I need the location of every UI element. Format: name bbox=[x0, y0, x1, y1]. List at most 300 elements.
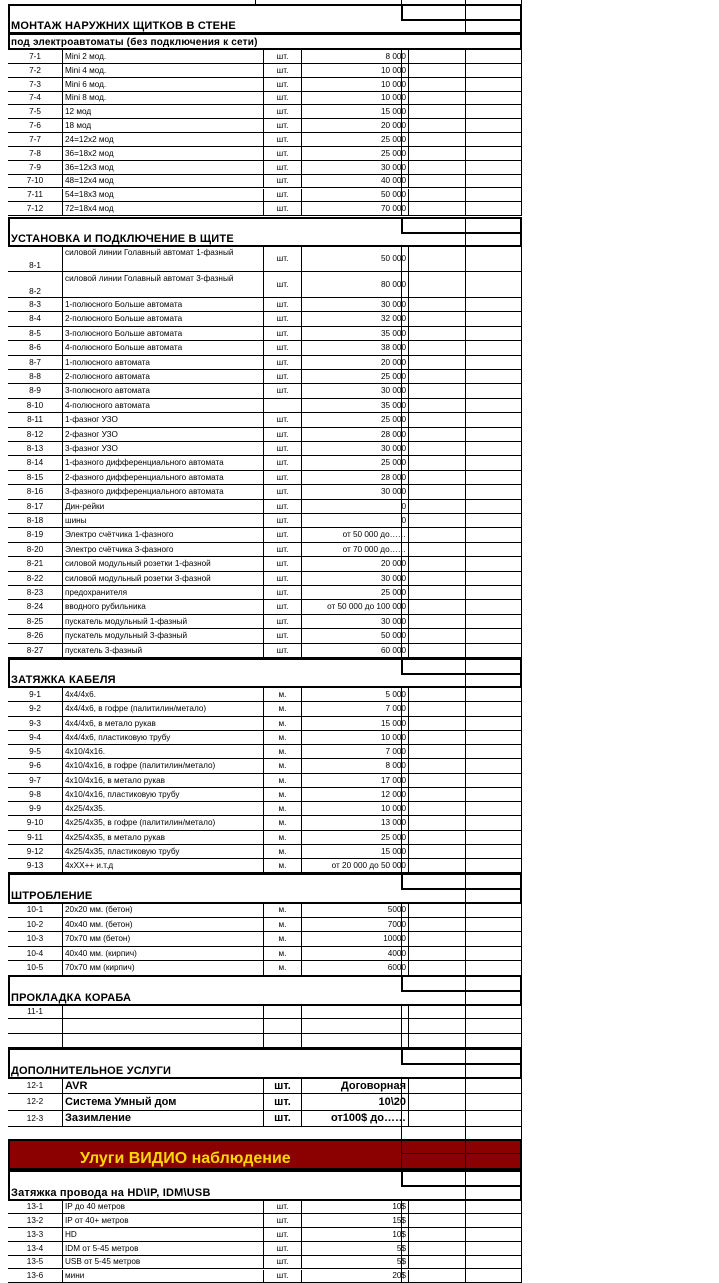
price: 13 000 bbox=[301, 816, 409, 830]
table-row bbox=[8, 688, 522, 702]
price: 8 000 bbox=[301, 50, 409, 64]
unit: м. bbox=[263, 961, 301, 976]
table-row bbox=[8, 528, 522, 542]
unit: м. bbox=[263, 831, 301, 845]
table-row bbox=[8, 327, 522, 341]
row-number: 9-4 bbox=[8, 731, 62, 745]
item-name: 70x70 мм (кирпич) bbox=[62, 961, 263, 976]
grid-column-line bbox=[521, 688, 522, 873]
row-number: 7-5 bbox=[8, 105, 62, 119]
item-name: Зазимление bbox=[62, 1111, 263, 1127]
grid-column-line bbox=[465, 873, 466, 903]
table-row bbox=[8, 774, 522, 788]
grid-column-line bbox=[401, 688, 402, 873]
price: 10$ bbox=[301, 1200, 409, 1214]
unit: шт. bbox=[263, 384, 301, 398]
row-number: 9-8 bbox=[8, 788, 62, 802]
unit: м. bbox=[263, 688, 301, 702]
price: 80 000 bbox=[301, 272, 409, 298]
item-name: 2-полюсного Больше автомата bbox=[62, 312, 263, 326]
grid-column-line bbox=[401, 1127, 402, 1139]
unit: шт. bbox=[263, 1270, 301, 1283]
row-number: 7-12 bbox=[8, 202, 62, 216]
table-row bbox=[8, 50, 522, 64]
unit: шт. bbox=[263, 92, 301, 106]
item-name: 4x4/4x6. bbox=[62, 688, 263, 702]
table-row bbox=[8, 802, 522, 816]
table-row bbox=[8, 370, 522, 384]
item-name: Mini 4 мод. bbox=[62, 64, 263, 78]
row-number: 7-8 bbox=[8, 147, 62, 161]
section-8-header-side-box bbox=[401, 217, 522, 234]
unit: шт. bbox=[263, 64, 301, 78]
grid-column-line bbox=[401, 50, 402, 216]
row-number: 13-3 bbox=[8, 1228, 62, 1242]
unit: шт. bbox=[263, 644, 301, 658]
unit: м. bbox=[263, 702, 301, 716]
price: 30 000 bbox=[301, 572, 409, 586]
grid-column-line bbox=[521, 903, 522, 976]
table-row bbox=[8, 456, 522, 470]
item-name: силовой модульный розетки 1-фазной bbox=[62, 557, 263, 571]
item-name: пускатель 3-фазный bbox=[62, 644, 263, 658]
item-name: 4-полюсного Больше автомата bbox=[62, 341, 263, 355]
price: от 50 000 до…… bbox=[301, 528, 409, 542]
section-9-header-side-box bbox=[401, 658, 522, 675]
row-number: 9-10 bbox=[8, 816, 62, 830]
price: 40 000 bbox=[301, 175, 409, 189]
row-number: 7-11 bbox=[8, 189, 62, 203]
table-row bbox=[8, 1214, 522, 1228]
table-row bbox=[8, 78, 522, 92]
unit: шт. bbox=[263, 442, 301, 456]
price: 35 000 bbox=[301, 327, 409, 341]
unit: шт. bbox=[263, 133, 301, 147]
price bbox=[301, 1005, 409, 1019]
item-name: Mini 2 мод. bbox=[62, 50, 263, 64]
unit: шт. bbox=[263, 500, 301, 514]
row-number: 7-4 bbox=[8, 92, 62, 106]
item-name: Mini 8 мод. bbox=[62, 92, 263, 106]
row-number: 13-6 bbox=[8, 1270, 62, 1283]
section-7-header-side-box bbox=[401, 4, 522, 21]
unit: шт. bbox=[263, 1078, 301, 1094]
grid-column-line bbox=[401, 246, 402, 658]
row-number: 9-6 bbox=[8, 759, 62, 773]
table-row bbox=[8, 859, 522, 873]
table-row bbox=[8, 147, 522, 161]
grid-column-line bbox=[465, 217, 466, 246]
row-number: 8-17 bbox=[8, 500, 62, 514]
item-name: 2-фазног УЗО bbox=[62, 428, 263, 442]
section-12-header-side-box bbox=[401, 1048, 522, 1065]
table-row bbox=[8, 947, 522, 962]
table-row bbox=[8, 133, 522, 147]
unit: м. bbox=[263, 745, 301, 759]
grid-column-line bbox=[521, 50, 522, 216]
price: 20 000 bbox=[301, 356, 409, 370]
video-subtitle-header-title: Затяжка провода на HD\IP, IDM\USB bbox=[11, 1187, 211, 1199]
row-number: 8-14 bbox=[8, 456, 62, 470]
row-number: 8-3 bbox=[8, 298, 62, 312]
price: 25 000 bbox=[301, 831, 409, 845]
table-row bbox=[8, 600, 522, 614]
price: 17 000 bbox=[301, 774, 409, 788]
item-name: HD bbox=[62, 1228, 263, 1242]
grid-column-line bbox=[465, 50, 466, 216]
row-number: 11-1 bbox=[8, 1005, 62, 1019]
price: 20$ bbox=[301, 1270, 409, 1283]
table-row bbox=[8, 1019, 522, 1033]
price: 25 000 bbox=[301, 147, 409, 161]
table-row bbox=[8, 903, 522, 918]
row-number: 10-2 bbox=[8, 918, 62, 933]
table-row bbox=[8, 428, 522, 442]
table-row bbox=[8, 356, 522, 370]
table-row bbox=[8, 413, 522, 427]
item-name: 40x40 мм. (бетон) bbox=[62, 918, 263, 933]
price: 10 000 bbox=[301, 64, 409, 78]
item-name: 1-фазног УЗО bbox=[62, 413, 263, 427]
grid-column-line bbox=[465, 975, 466, 1005]
price: от 20 000 до 50 000 bbox=[301, 859, 409, 873]
unit: шт. bbox=[263, 1094, 301, 1110]
grid-column-line bbox=[401, 903, 402, 976]
unit bbox=[263, 1034, 301, 1048]
grid-column-line bbox=[465, 658, 466, 687]
price: 5$ bbox=[301, 1242, 409, 1256]
row-number: 12-1 bbox=[8, 1078, 62, 1094]
grid-column-line bbox=[465, 246, 466, 658]
price: 10\20 bbox=[301, 1094, 409, 1110]
table-row bbox=[8, 1005, 522, 1019]
price: 6000 bbox=[301, 961, 409, 976]
row-number: 13-4 bbox=[8, 1242, 62, 1256]
table-row bbox=[8, 717, 522, 731]
table-row bbox=[8, 932, 522, 947]
row-number: 8-27 bbox=[8, 644, 62, 658]
item-name: 20x20 мм. (бетон) bbox=[62, 903, 263, 918]
item-name: IP от 40+ метров bbox=[62, 1214, 263, 1228]
price: 28 000 bbox=[301, 428, 409, 442]
row-number: 9-5 bbox=[8, 745, 62, 759]
item-name: AVR bbox=[62, 1078, 263, 1094]
unit: шт. bbox=[263, 175, 301, 189]
row-number: 10-4 bbox=[8, 947, 62, 962]
item-name: Дин-рейки bbox=[62, 500, 263, 514]
price: 30 000 bbox=[301, 615, 409, 629]
item-name: 4x25/4x35, пластиковую трубу bbox=[62, 845, 263, 859]
unit: шт. bbox=[263, 78, 301, 92]
item-name: 36=12x3 мод bbox=[62, 161, 263, 175]
table-row bbox=[8, 572, 522, 586]
price bbox=[301, 1034, 409, 1048]
table-row bbox=[8, 119, 522, 133]
table-row bbox=[8, 1111, 522, 1127]
item-name: 1-полюсного автомата bbox=[62, 356, 263, 370]
grid-column-line bbox=[521, 246, 522, 658]
unit: шт. bbox=[263, 485, 301, 499]
row-number: 13-1 bbox=[8, 1200, 62, 1214]
table-row bbox=[8, 586, 522, 600]
item-name: 40x40 мм. (кирпич) bbox=[62, 947, 263, 962]
grid-column-line bbox=[401, 1005, 402, 1048]
table-row bbox=[8, 246, 522, 272]
unit: шт. bbox=[263, 327, 301, 341]
unit: шт. bbox=[263, 528, 301, 542]
unit: шт. bbox=[263, 272, 301, 298]
section-7-subtitle-text: под электроавтоматы (без подключения к сети) bbox=[11, 37, 258, 48]
row-border bbox=[8, 1126, 522, 1127]
row-number: 7-7 bbox=[8, 133, 62, 147]
unit: шт. bbox=[263, 312, 301, 326]
unit: шт. bbox=[263, 1200, 301, 1214]
price: 25 000 bbox=[301, 133, 409, 147]
table-row bbox=[8, 543, 522, 557]
row-number: 9-3 bbox=[8, 717, 62, 731]
table-row bbox=[8, 92, 522, 106]
table-row bbox=[8, 745, 522, 759]
row-number: 9-12 bbox=[8, 845, 62, 859]
item-name: предохранителя bbox=[62, 586, 263, 600]
table-row bbox=[8, 161, 522, 175]
row-number: 8-15 bbox=[8, 471, 62, 485]
unit: шт. bbox=[263, 119, 301, 133]
item-name: шины bbox=[62, 514, 263, 528]
item-name: 36=18x2 мод bbox=[62, 147, 263, 161]
item-name: вводного рубильника bbox=[62, 600, 263, 614]
table-row bbox=[8, 1200, 522, 1214]
price: 50 000 bbox=[301, 629, 409, 643]
unit: шт. bbox=[263, 147, 301, 161]
price: 15$ bbox=[301, 1214, 409, 1228]
table-row bbox=[8, 816, 522, 830]
price: 0 bbox=[301, 514, 409, 528]
table-row bbox=[8, 629, 522, 643]
unit: шт. bbox=[263, 600, 301, 614]
section-12-header-title: ДОПОЛНИТЕЛЬНОЕ УСЛУГИ bbox=[11, 1065, 171, 1077]
item-name: 4xXX++ и.т.д bbox=[62, 859, 263, 873]
table-row bbox=[8, 514, 522, 528]
item-name: 4x4/4x6, пластиковую трубу bbox=[62, 731, 263, 745]
unit bbox=[263, 399, 301, 413]
unit: шт. bbox=[263, 1242, 301, 1256]
price: 30 000 bbox=[301, 384, 409, 398]
price: 50 000 bbox=[301, 246, 409, 272]
price: 7 000 bbox=[301, 745, 409, 759]
grid-column-line bbox=[465, 903, 466, 976]
price: 35 000 bbox=[301, 399, 409, 413]
table-row bbox=[8, 615, 522, 629]
unit: шт. bbox=[263, 50, 301, 64]
item-name: 2-фазного дифференциального автомата bbox=[62, 471, 263, 485]
item-name: 24=12x2 мод bbox=[62, 133, 263, 147]
unit: шт. bbox=[263, 356, 301, 370]
price: 30 000 bbox=[301, 161, 409, 175]
table-row bbox=[8, 731, 522, 745]
table-row bbox=[8, 312, 522, 326]
item-name: пускатель модульный 1-фазный bbox=[62, 615, 263, 629]
price: 25 000 bbox=[301, 586, 409, 600]
row-number: 13-5 bbox=[8, 1256, 62, 1270]
unit: м. bbox=[263, 932, 301, 947]
grid-column-line bbox=[401, 1141, 402, 1168]
item-name: 3-полюсного автомата bbox=[62, 384, 263, 398]
price: 15 000 bbox=[301, 105, 409, 119]
price: 10 000 bbox=[301, 78, 409, 92]
section-9-header-title: ЗАТЯЖКА КАБЕЛЯ bbox=[11, 674, 116, 686]
price: 30 000 bbox=[301, 298, 409, 312]
row-number: 8-23 bbox=[8, 586, 62, 600]
unit: м. bbox=[263, 774, 301, 788]
item-name: 3-полюсного Больше автомата bbox=[62, 327, 263, 341]
grid-column-line bbox=[465, 1048, 466, 1078]
price: 12 000 bbox=[301, 788, 409, 802]
item-name: 4x10/4x16, в метало рукав bbox=[62, 774, 263, 788]
row-number: 8-2 bbox=[8, 272, 62, 298]
table-row bbox=[8, 845, 522, 859]
table-row bbox=[8, 384, 522, 398]
row-number: 10-1 bbox=[8, 903, 62, 918]
row-number: 8-19 bbox=[8, 528, 62, 542]
table-row bbox=[8, 918, 522, 933]
unit: шт. bbox=[263, 298, 301, 312]
unit: шт. bbox=[263, 189, 301, 203]
table-row bbox=[8, 341, 522, 355]
price: 7 000 bbox=[301, 702, 409, 716]
row-number: 10-3 bbox=[8, 932, 62, 947]
price: от100$ до…… bbox=[301, 1111, 409, 1127]
price: 10$ bbox=[301, 1228, 409, 1242]
grid-column-line bbox=[465, 688, 466, 873]
price: 25 000 bbox=[301, 456, 409, 470]
item-name: 4x25/4x35, в гофре (палитилин/метало) bbox=[62, 816, 263, 830]
price: 50 000 bbox=[301, 189, 409, 203]
table-row bbox=[8, 500, 522, 514]
price: 5000 bbox=[301, 903, 409, 918]
grid-column-line bbox=[465, 1127, 466, 1139]
section-7-header-title: МОНТАЖ НАРУЖНИХ ЩИТКОВ В СТЕНЕ bbox=[11, 20, 236, 32]
item-name: 4x10/4x16, пластиковую трубу bbox=[62, 788, 263, 802]
unit: шт. bbox=[263, 341, 301, 355]
grid-column-line bbox=[465, 1005, 466, 1048]
table-row bbox=[8, 442, 522, 456]
unit: шт. bbox=[263, 1111, 301, 1127]
row-number: 8-11 bbox=[8, 413, 62, 427]
grid-column-line bbox=[465, 1078, 466, 1127]
row-number: 8-26 bbox=[8, 629, 62, 643]
item-name: 54=18x3 мод bbox=[62, 189, 263, 203]
unit: шт. bbox=[263, 1228, 301, 1242]
video-subtitle-header-side-box bbox=[401, 1170, 522, 1187]
price: 10 000 bbox=[301, 731, 409, 745]
grid-column-line bbox=[521, 1005, 522, 1048]
table-row bbox=[8, 1034, 522, 1048]
table-row bbox=[8, 1078, 522, 1094]
item-name: 4x25/4x35, в метало рукав bbox=[62, 831, 263, 845]
row-number: 9-7 bbox=[8, 774, 62, 788]
table-row bbox=[8, 1242, 522, 1256]
price: 20 000 bbox=[301, 557, 409, 571]
grid-column-line bbox=[521, 1078, 522, 1127]
item-name: мини bbox=[62, 1270, 263, 1283]
row-number: 8-25 bbox=[8, 615, 62, 629]
row-number: 7-9 bbox=[8, 161, 62, 175]
row-number: 8-21 bbox=[8, 557, 62, 571]
price: 10000 bbox=[301, 932, 409, 947]
unit: шт. bbox=[263, 202, 301, 216]
price: от 50 000 до 100 000 bbox=[301, 600, 409, 614]
price: 38 000 bbox=[301, 341, 409, 355]
price: Договорная bbox=[301, 1078, 409, 1094]
table-row bbox=[8, 298, 522, 312]
item-name: 18 мод bbox=[62, 119, 263, 133]
unit: м. bbox=[263, 845, 301, 859]
row-number: 8-20 bbox=[8, 543, 62, 557]
row-number: 8-6 bbox=[8, 341, 62, 355]
section-11-header-side-box bbox=[401, 975, 522, 992]
price: 4000 bbox=[301, 947, 409, 962]
row-number: 7-2 bbox=[8, 64, 62, 78]
row-number: 8-4 bbox=[8, 312, 62, 326]
table-row bbox=[8, 1256, 522, 1270]
row-number bbox=[8, 1034, 62, 1048]
table-row bbox=[8, 1228, 522, 1242]
row-number: 8-13 bbox=[8, 442, 62, 456]
unit: м. bbox=[263, 788, 301, 802]
row-number: 7-10 bbox=[8, 175, 62, 189]
item-name: 72=18x4 мод bbox=[62, 202, 263, 216]
table-row bbox=[8, 759, 522, 773]
price: 7000 bbox=[301, 918, 409, 933]
item-name: 4-полюсного автомата bbox=[62, 399, 263, 413]
table-row bbox=[8, 272, 522, 298]
section-10-header-side-box bbox=[401, 873, 522, 890]
row-number: 8-24 bbox=[8, 600, 62, 614]
unit: м. bbox=[263, 759, 301, 773]
item-name: Электро счётчика 1-фазного bbox=[62, 528, 263, 542]
item-name bbox=[62, 1005, 263, 1019]
unit: шт. bbox=[263, 105, 301, 119]
item-name: 4x10/4x16, в гофре (палитилин/метало) bbox=[62, 759, 263, 773]
unit: м. bbox=[263, 816, 301, 830]
item-name: 4x10/4x16. bbox=[62, 745, 263, 759]
price: 5$ bbox=[301, 1256, 409, 1270]
unit bbox=[263, 1005, 301, 1019]
row-number: 9-2 bbox=[8, 702, 62, 716]
price: 10 000 bbox=[301, 92, 409, 106]
row-number: 8-12 bbox=[8, 428, 62, 442]
row-number: 7-3 bbox=[8, 78, 62, 92]
item-name: 4x25/4x35. bbox=[62, 802, 263, 816]
table-row bbox=[8, 485, 522, 499]
item-name: 2-полюсного автомата bbox=[62, 370, 263, 384]
row-number: 10-5 bbox=[8, 961, 62, 976]
section-7-subtitle-frame bbox=[8, 33, 522, 50]
video-services-title: Улуги ВИДИО наблюдение bbox=[80, 1150, 291, 1168]
row-number: 7-6 bbox=[8, 119, 62, 133]
section-10-header-title: ШТРОБЛЕНИЕ bbox=[11, 890, 92, 902]
unit: шт. bbox=[263, 428, 301, 442]
banner-split-line bbox=[401, 1153, 522, 1154]
unit: шт. bbox=[263, 586, 301, 600]
price: 10 000 bbox=[301, 802, 409, 816]
price: 30 000 bbox=[301, 442, 409, 456]
row-number: 8-16 bbox=[8, 485, 62, 499]
row-number: 8-10 bbox=[8, 399, 62, 413]
row-number: 8-8 bbox=[8, 370, 62, 384]
price: 25 000 bbox=[301, 413, 409, 427]
